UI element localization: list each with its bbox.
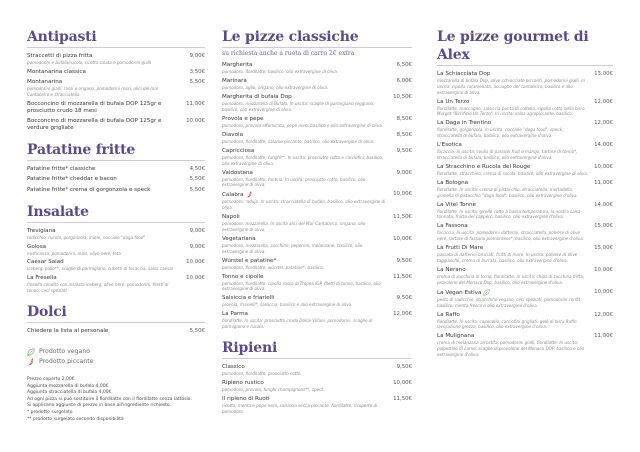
note: Prezzo coperto 2,00€: [27, 377, 75, 383]
item-description: ricotta, menta e pepe nero, salsiccia secca piccante, fiordilatte, ricoperto di pomodoro.: [222, 402, 378, 414]
item-name: Montanarina classica: [27, 68, 86, 75]
item-price: 9,00€: [189, 243, 205, 250]
item-name: Margherita: [222, 62, 253, 68]
section-title: Patatine fritte: [27, 141, 205, 161]
item-name: La Daga in Trentino: [437, 120, 492, 127]
item-description: provola, friarielli*, salsiccia, basilico e olio extravergine di oliva.: [222, 302, 353, 308]
item-price: 9,50€: [396, 147, 412, 154]
vegan-leaf-icon: [483, 289, 490, 296]
item-name: La Nerano: [437, 267, 466, 274]
item-price: 8,50€: [396, 131, 412, 138]
menu-item-tonno-e-cipolle: [222, 274, 412, 293]
section-le-pizze-classiche: [222, 28, 412, 330]
item-description: radicchio, rucola, gorgonzola, miele, nocciole "daga food": [27, 234, 146, 240]
item-name: Capricciosa: [222, 147, 255, 154]
item-description: pomodoro, provola, funghi champignons**, speck.: [222, 386, 326, 392]
menu-item-straccetti-di-pizza-fritta: [27, 53, 205, 66]
menu-item-napoli: [222, 214, 412, 233]
item-name: Bocconcino di mozzarella di bufala DOP 125gr e prosciutto crudo 18 mesi: [27, 100, 162, 114]
item-price: 12,00€: [393, 311, 412, 318]
item-price: 9,50€: [396, 295, 412, 302]
section-ripieni: [222, 339, 412, 415]
item-name: Tonno e cipolle: [222, 273, 264, 280]
item-description: fresella condita con insalata iceberg, olive nere, pomodorini, filetti di tonno, ceci speziati: [27, 282, 169, 294]
menu-item-bocconcino-di-mozzarella-di-bufala-dop-125gr-e-verdure-grigliate: [27, 118, 205, 132]
item-name: La Mulignana: [437, 333, 475, 340]
item-price: 5,50€: [189, 176, 205, 183]
item-price: 15,00€: [594, 223, 613, 230]
item-name: Classico: [222, 363, 245, 370]
item-name: Ripieno rustico: [222, 379, 264, 386]
item-description: focaccia. In uscita: coulis di passion fruit e mango, tartare di tonno*, stracciatella di bufala, basilico, olio extravergine d'oliva.: [437, 149, 578, 160]
menu-item-montanarina-classica: [27, 69, 205, 76]
menu-item-la-mulignana: [437, 333, 613, 357]
menu-item-la-vegan-estiva: [437, 289, 613, 309]
item-name: La Vitel Tonnè: [437, 201, 476, 208]
item-price: 11,50€: [393, 214, 412, 221]
menu-item-la-schiacciata-dop: [437, 71, 613, 95]
item-price: 12,00€: [594, 98, 613, 105]
menu-item-bocconcino-di-mozzarella-di-bufala-dop-125gr-e-prosciutto-crudo-18-mesi: [27, 101, 205, 115]
item-name: Patatine fritte* classiche: [27, 166, 96, 173]
section-subtitle: su richiesta anche a ruota di carro 2€ extra: [222, 50, 355, 57]
item-description: pomodoro, fiordilatte, funghi**. In uscita: prosciutto cotto e carciofini, basilico, olio extravergine di oliva.: [222, 154, 384, 166]
spicy-chili-icon: [27, 358, 35, 366]
item-name: Montanarina: [27, 79, 63, 86]
menu-item-salsiccia-e-friarielli: [222, 295, 412, 308]
item-name: Calabra: [222, 192, 244, 199]
item-price: 10,00€: [594, 288, 613, 295]
note: Aggiunta mozzarella di bufala 4,00€: [27, 383, 109, 389]
item-name: La Fassona: [437, 223, 468, 230]
section-title: Le pizze classiche: [222, 28, 412, 48]
menu-item-la-daga-in-trentino: [437, 120, 613, 139]
item-price: 10,00€: [393, 191, 412, 198]
item-price: 5,50€: [189, 186, 205, 193]
item-price: 9,00€: [396, 169, 412, 176]
menu-item-montanarina: [27, 79, 205, 98]
section-insalate: [27, 203, 205, 295]
menu-item-chiedere-la-lista-al-personale: [27, 328, 205, 335]
item-price: 10,00€: [393, 379, 412, 386]
item-description: fiordilatte. In uscita: capocollo, carciofini grigliati, gelè di birra Raffo lavorazione grezza, basilico, olio extravergine d'oliva.: [437, 318, 577, 330]
note: * prodotto surgelato: [27, 410, 73, 416]
item-name: Golosa: [27, 243, 47, 250]
item-description: pomodoro, 'nduja. In uscita: stracciatella di bufala, basilico, olio extravergine di oliva.: [222, 199, 386, 211]
menu-item-caesar-salad: [27, 259, 205, 272]
item-description: pomodoro, mozzarella, zucchine, peperoni, melanzane, basilico, olio extravergine di oliva.: [222, 242, 363, 254]
note: Ad ogni pizza si può sostituire il fiordilatte con il fiordilatte senza lattosio.: [27, 396, 192, 402]
item-name: Bocconcino di mozzarella di bufala DOP 125gr e verdure grigliate: [27, 118, 162, 132]
menu-item-margherita-di-bufala-dop: [222, 94, 412, 113]
menu-item-trevigiana: [27, 228, 205, 241]
item-name: La Parma: [222, 311, 248, 318]
item-description: fiordilatte, gorgonzola. In uscita: nocciole "daga food", speck, stracciatella di bufala, basilico, olio extravergine d'oliva.: [437, 127, 564, 139]
item-name: Valdostana: [222, 169, 253, 176]
item-name: La Bologna: [437, 179, 469, 186]
item-price: 10,00€: [186, 259, 205, 266]
section-title: Dolci: [27, 303, 205, 323]
menu-item-ripieno-rustico: [222, 380, 412, 393]
menu-item-la-un-terzo: [437, 99, 613, 118]
item-price: 9,00€: [189, 227, 205, 234]
item-name: Diavola: [222, 131, 244, 138]
menu-item-la-stracchino-e-rucola-del-rouge: [437, 164, 613, 177]
item-price: 15,00€: [594, 245, 613, 252]
item-name: La Un Terzo: [437, 98, 470, 105]
item-price: 14,00€: [594, 201, 613, 208]
menu-column-left: [27, 28, 205, 423]
item-price: 11,00€: [594, 333, 613, 340]
item-price: 10,50€: [393, 93, 412, 100]
item-description: pomodoro, fiordilatte, würstel, patatine*, basilico.: [222, 264, 325, 270]
item-price: 6,00€: [396, 77, 412, 84]
menu-item-patatine-fritte-cheddar-e-bacon: [27, 176, 205, 183]
note: ** prodotto surgelato secondo disponibilità: [27, 416, 124, 422]
item-price: 12,00€: [594, 120, 613, 127]
menu-item-la-vitel-tonne: [437, 202, 613, 221]
item-description: pomodorini gialli, rossi e origano, pomodorini rossi, alici del mar Cantabrico e stracciatella: [27, 86, 159, 97]
menu-column-right: [437, 28, 613, 367]
item-price: 6,50€: [396, 62, 412, 68]
menu-item-wu-rstel-e-patatine: [222, 258, 412, 271]
item-description: pomodoro, fiordilatte, prosciutto cotto.: [222, 370, 302, 376]
item-description: pesto di radicchio, stracchino vegano, ceci speziati, pomodorini confit, basilico, menta fresca e olio extravergine d'oliva.: [437, 296, 582, 308]
menu-column-middle: [222, 28, 412, 424]
item-name: Patatine fritte* crema di gorgonzola e speck: [27, 186, 151, 193]
menu-item-la-nerano: [437, 267, 613, 286]
item-description: fiordilatte. In uscita: prosciutto crudo Dolce Villani, pomodorini, scaglie di parmigiano e rucola.: [222, 318, 373, 330]
section-patatine-fritte: [27, 141, 205, 193]
note: Si applicano aggiunte di prezzo in base all'ingrediente richiesto.: [27, 403, 171, 409]
section-title: Ripieni: [222, 339, 412, 359]
menu-item-classico: [222, 364, 412, 377]
menu-item-la-frutti-di-mare: [437, 245, 613, 264]
item-description: crema di zucchina al forno, fiordilatte. In uscita: chips di zucchina fritta, provolone del Monaco Dop, basilico, olio extravergine d'oliva.: [437, 274, 585, 285]
item-name: Patatine fritte* cheddar e bacon: [27, 176, 117, 183]
menu-item-patatine-fritte-crema-di-gorgonzola-e-speck: [27, 187, 205, 194]
item-price: 11,50€: [393, 273, 412, 280]
menu-item-diavola: [222, 132, 412, 145]
item-name: Provola e pepe: [222, 115, 264, 122]
item-name: La Stracchino e Rucola del Rouge: [437, 163, 531, 170]
item-name: Straccetti di pizza fritta: [27, 53, 93, 59]
item-description: fiordilatte. In uscita: crema di pistacchio, stracciatella, mortadella, granella di pistacchio "daga food", basilico, olio extravergine d'oliva.: [437, 186, 578, 198]
menu-item-vegetariana: [222, 236, 412, 255]
item-name: La Vegan Estiva: [437, 289, 482, 296]
menu-item-margherita: [222, 62, 412, 75]
item-description: mozzarella di bufala Dop, olive schiacciate piccanti, pomodorini gialli. In uscita: cipolla caramellata, acciughe del cantabrico, basilico e olio extravergine di oliva.: [437, 78, 586, 95]
menu-item-golosa: [27, 244, 205, 257]
menu-item-capricciosa: [222, 148, 412, 167]
item-description: fiordilatte, maccagno, salsiccia punta di coltello, cipolla cotta nella birra Margot "Birrificio Un Terzo". In uscita: salsa agropiccante, basilico.: [437, 105, 585, 117]
vegan-leaf-icon: [27, 348, 35, 356]
item-description: pomodoro, fiordilatte, basilico, olio extravergine di oliva.: [222, 69, 339, 74]
menu-item-la-parma: [222, 311, 412, 330]
item-description: pomodoro, fiordilatte, fontina. In uscita: prosciutto cotto, basilico, olio extravergine di oliva.: [222, 176, 366, 188]
spicy-chili-icon: [246, 191, 253, 198]
item-description: pomodoro, mozzarella. In uscita alici del Mar Cantabrico, origano, olio extravergine di oliva.: [222, 221, 366, 232]
item-price: 9,50€: [396, 257, 412, 264]
menu-item-la-fassona: [437, 223, 613, 242]
item-description: iceberg, pollo**, scaglie di parmigiano, cubetti di focaccia, salsa caesar: [27, 266, 174, 272]
item-name: Napoli: [222, 214, 240, 221]
item-name: La Raffo: [437, 311, 460, 318]
section-dolci: [27, 303, 205, 335]
item-price: 10,00€: [594, 163, 613, 170]
item-price: 10,00€: [186, 118, 205, 125]
item-price: 10,00€: [186, 275, 205, 282]
menu-item-la-fresella: [27, 275, 205, 294]
section-antipasti: [27, 28, 205, 132]
item-description: pomodoro, aglio, origano, olio extravergine di oliva.: [222, 84, 329, 90]
item-name: Trevigiana: [27, 227, 56, 234]
item-description: passata di datterini bruciati, frutti di mare. In uscita: polvere di olive taggiasche, crema di burrata, basilico, olio extravergine d'oliva.: [437, 252, 578, 264]
item-name: Salsiccia e friarielli: [222, 295, 275, 302]
menu-item-la-raffo: [437, 312, 613, 331]
item-price: 13,00€: [594, 71, 613, 77]
item-description: crema di melanzana arrostita, pomodorini gialli, fiordilatte. In uscita: polpettine di carne, scaglie di provolone del Monaco DOP, basilico e olio extravergine d'oliva.: [437, 340, 585, 357]
item-price: 4,50€: [189, 166, 205, 173]
item-description: pomodoro, fiordilatte, salame piccante, basilico, olio extravergine di oliva.: [222, 138, 375, 144]
legend-spicy: Prodotto piccante: [39, 358, 94, 366]
item-price: 10,00€: [594, 267, 613, 274]
item-price: 9,50€: [396, 363, 412, 370]
item-price: 5,50€: [189, 79, 205, 86]
item-name: Marinara: [222, 77, 247, 84]
item-price: 11,00€: [594, 179, 613, 186]
item-price: 11,50€: [393, 395, 412, 402]
item-description: fiordilatte, stracchino, crema di rucola, basilico, olio extravergine di oliva.: [437, 170, 589, 176]
item-name: La Schiacciata Dop: [437, 71, 491, 77]
item-name: Caesar Salad: [27, 259, 64, 266]
menu-item-il-ripieno-di-ruoti: [222, 396, 412, 415]
item-name: Würstel e patatine*: [222, 257, 277, 264]
item-price: 10,00€: [393, 235, 412, 242]
item-price: 8,50€: [396, 115, 412, 122]
item-price: 3,50€: [189, 68, 205, 75]
section-title: Le pizze gourmet di Alex: [437, 28, 613, 66]
item-price: 9,00€: [189, 53, 205, 59]
menu-item-l-esotica: [437, 142, 613, 161]
menu-notes: [27, 377, 205, 423]
item-name: Il ripieno di Ruoti: [222, 395, 270, 402]
menu-item-marinara: [222, 78, 412, 91]
item-description: pomodoro, fiordilatte, cipolla rossa di Tropea IGP, filetti di tonno, basilico, olio extravergine di oliva.: [222, 280, 381, 292]
menu-item-calabra: [222, 191, 412, 211]
section-title: Antipasti: [27, 28, 205, 48]
item-name: Margherita di bufala Dop: [222, 93, 292, 100]
item-price: 14,00€: [594, 142, 613, 149]
note: Aggiunta stracciatella di bufala 4,00€: [27, 390, 112, 396]
item-description: fiordilatte. In uscita: girello cotto a bassa temperatura, la nostra salsa tonnata, frutto del cappero, basilico, olio extravergine d'oliva.: [437, 208, 581, 220]
item-description: pomodorini e bufala/rucola, ricotta salata e pomodorini gialli: [27, 60, 152, 65]
item-description: pomodoro, mozzarella di Bufala. In uscita: scaglie di parmigiano reggiano, basilico, olio extravergine di oliva.: [222, 100, 375, 112]
section-le-pizze-gourmet-di-alex: [437, 28, 613, 358]
item-description: pomodoro, provola affumicata, pepe nero, basilico e olio extravergine di oliva.: [222, 122, 383, 128]
menu-item-valdostana: [222, 170, 412, 189]
legend-vegan: Prodotto vegano: [39, 348, 91, 356]
item-name: La Fresella: [27, 275, 57, 282]
item-price: 12,00€: [594, 311, 613, 318]
legend: [27, 347, 205, 367]
menu-item-la-bologna: [437, 180, 613, 199]
item-description: misticanza, pomodorini, mais, olive nere, feta: [27, 250, 121, 256]
item-price: 11,00€: [186, 100, 205, 107]
menu-item-provola-e-pepe: [222, 116, 412, 129]
item-price: 5,50€: [189, 328, 205, 335]
item-name: La Frutti Di Mare: [437, 245, 484, 252]
item-name: L'Esotica: [437, 142, 462, 149]
section-title: Insalate: [27, 203, 205, 223]
item-description: focaccia. In uscita: pomodorini datterini, stracciatella, polvere di olive nere, tartare di fassona piemontese*, basilico, olio extravergine d'oliva.: [437, 230, 585, 242]
item-name: Vegetariana: [222, 235, 256, 242]
item-name: Chiedere la lista al personale: [27, 328, 109, 335]
menu-item-patatine-fritte-classiche: [27, 166, 205, 173]
